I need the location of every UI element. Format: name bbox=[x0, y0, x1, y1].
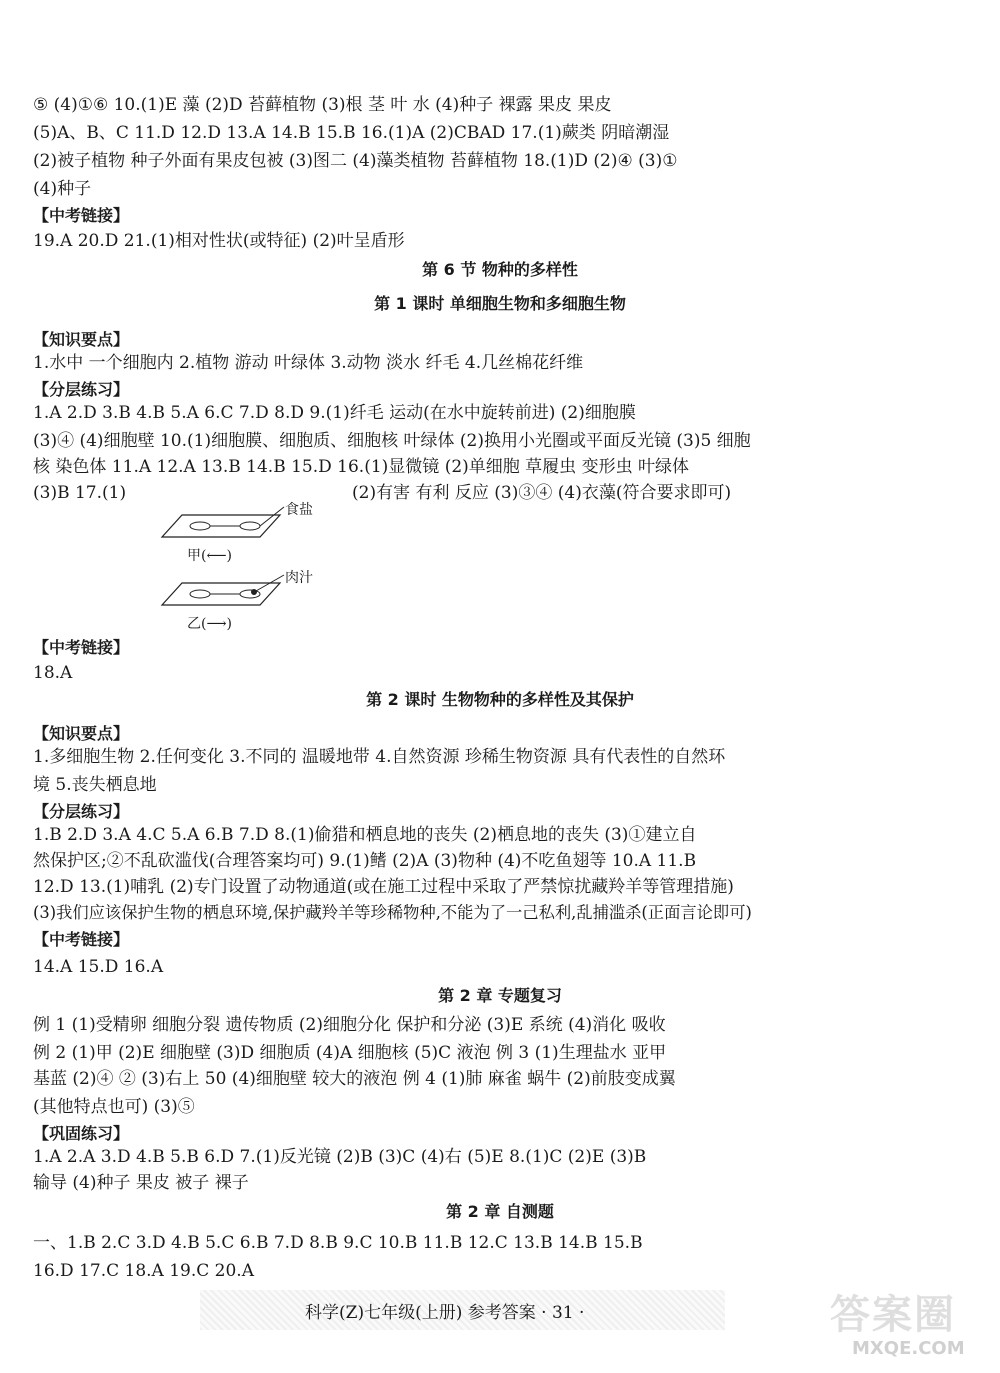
page-footer bbox=[200, 1290, 725, 1330]
answer-line: 基蓝 (2)④ ② (3)右上 50 (4)细胞壁 较大的液泡 例 4 (1)肺 麻雀 蜗牛 (2)前肢变成翼 bbox=[33, 1069, 676, 1089]
slide-diagram bbox=[160, 495, 350, 645]
drop-right-top bbox=[240, 522, 260, 530]
answer-line: 16.D 17.C 18.A 19.C 20.A bbox=[33, 1261, 254, 1281]
label-jia: 甲(⟵) bbox=[187, 548, 232, 564]
answer-line: 19.A 20.D 21.(1)相对性状(或特征) (2)叶呈盾形 bbox=[33, 231, 405, 251]
section-heading: 【分层练习】 bbox=[33, 380, 130, 399]
watermark-url: MXQE.COM bbox=[852, 1338, 965, 1359]
answer-line: 1.B 2.D 3.A 4.C 5.A 6.B 7.D 8.(1)偷猎和栖息地的丧失 (2)栖息地的丧失 (3)①建立自 bbox=[33, 825, 697, 845]
footer-text: 科学(Z)七年级(上册) 参考答案 · 31 · bbox=[305, 1303, 585, 1323]
section-title: 第 6 节 物种的多样性 bbox=[422, 260, 578, 279]
answer-line: 一、1.B 2.C 3.D 4.B 5.C 6.B 7.D 8.B 9.C 10.B 11.B 12.C 13.B 14.B 15.B bbox=[33, 1233, 643, 1253]
drop-right-bottom bbox=[240, 590, 260, 598]
answer-line: 境 5.丧失栖息地 bbox=[33, 775, 157, 795]
watermark-logo bbox=[830, 1283, 995, 1368]
drop-left-bottom bbox=[190, 590, 210, 598]
answer-line: (5)A、B、C 11.D 12.D 13.A 14.B 15.B 16.(1)A (2)CBAD 17.(1)蕨类 阴暗潮湿 bbox=[33, 123, 670, 143]
answer-line: 18.A bbox=[33, 663, 73, 683]
section-heading: 【中考链接】 bbox=[33, 930, 130, 949]
section-heading: 【知识要点】 bbox=[33, 330, 130, 349]
answer-line: ⑤ (4)①⑥ 10.(1)E 藻 (2)D 苔藓植物 (3)根 茎 叶 水 (4)种子 裸露 果皮 果皮 bbox=[33, 95, 612, 115]
answer-line: (其他特点也可) (3)⑤ bbox=[33, 1097, 195, 1117]
answer-line: 1.多细胞生物 2.任何变化 3.不同的 温暖地带 4.自然资源 珍稀生物资源 具有代表性的自然环 bbox=[33, 747, 726, 767]
answer-line: 例 2 (1)甲 (2)E 细胞壁 (3)D 细胞质 (4)A 细胞核 (5)C 液泡 例 3 (1)生理盐水 亚甲 bbox=[33, 1043, 667, 1063]
answer-line: (3)我们应该保护生物的栖息环境,保护藏羚羊等珍稀物种,不能为了一己私利,乱捕滥杀(正面言论即可) bbox=[33, 903, 752, 922]
label-salt: 食盐 bbox=[285, 502, 313, 518]
chapter-title: 第 2 章 专题复习 bbox=[438, 986, 562, 1005]
section-heading: 【中考链接】 bbox=[33, 638, 130, 657]
label-juice: 肉汁 bbox=[285, 570, 313, 586]
drop-left-top bbox=[190, 522, 210, 530]
section-heading: 【巩固练习】 bbox=[33, 1124, 130, 1143]
answer-line: 例 1 (1)受精卵 细胞分裂 遗传物质 (2)细胞分化 保护和分泌 (3)E 系统 (4)消化 吸收 bbox=[33, 1015, 666, 1035]
section-heading: 【中考链接】 bbox=[33, 206, 130, 225]
answer-line: (3)B 17.(1) bbox=[33, 483, 127, 503]
chapter-title: 第 2 章 自测题 bbox=[446, 1202, 554, 1221]
answer-line: 输导 (4)种子 果皮 被子 裸子 bbox=[33, 1173, 249, 1193]
answer-line: (4)种子 bbox=[33, 179, 92, 199]
lesson-title: 第 1 课时 单细胞生物和多细胞生物 bbox=[374, 294, 626, 313]
label-yi: 乙(⟶) bbox=[187, 616, 232, 632]
meat-juice-dot bbox=[251, 589, 257, 595]
lesson-title: 第 2 课时 生物物种的多样性及其保护 bbox=[366, 690, 634, 709]
answer-line: (3)④ (4)细胞壁 10.(1)细胞膜、细胞质、细胞核 叶绿体 (2)换用小光圈或平面反光镜 (3)5 细胞 bbox=[33, 431, 751, 451]
answer-line: (2)被子植物 种子外面有果皮包被 (3)图二 (4)藻类植物 苔藓植物 18.(1)D (2)④ (3)① bbox=[33, 151, 678, 171]
watermark-text: 答案圈 bbox=[830, 1292, 956, 1338]
answer-line: 核 染色体 11.A 12.A 13.B 14.B 15.D 16.(1)显微镜 (2)单细胞 草履虫 变形虫 叶绿体 bbox=[33, 457, 689, 477]
answer-line: (2)有害 有利 反应 (3)③④ (4)衣藻(符合要求即可) bbox=[352, 483, 732, 503]
answer-line: 然保护区;②不乱砍滥伐(合理答案均可) 9.(1)鳍 (2)A (3)物种 (4)不吃鱼翅等 10.A 11.B bbox=[33, 851, 697, 871]
answer-line: 1.水中 一个细胞内 2.植物 游动 叶绿体 3.动物 淡水 纤毛 4.几丝棉花纤维 bbox=[33, 353, 584, 373]
answer-line: 1.A 2.D 3.B 4.B 5.A 6.C 7.D 8.D 9.(1)纤毛 运动(在水中旋转前进) (2)细胞膜 bbox=[33, 403, 636, 423]
section-heading: 【分层练习】 bbox=[33, 802, 130, 821]
answer-line: 12.D 13.(1)哺乳 (2)专门设置了动物通道(或在施工过程中采取了严禁惊扰藏羚羊等管理措施) bbox=[33, 877, 734, 897]
section-heading: 【知识要点】 bbox=[33, 724, 130, 743]
answer-line: 14.A 15.D 16.A bbox=[33, 957, 164, 977]
answer-line: 1.A 2.A 3.D 4.B 5.B 6.D 7.(1)反光镜 (2)B (3)C (4)右 (5)E 8.(1)C (2)E (3)B bbox=[33, 1147, 647, 1167]
